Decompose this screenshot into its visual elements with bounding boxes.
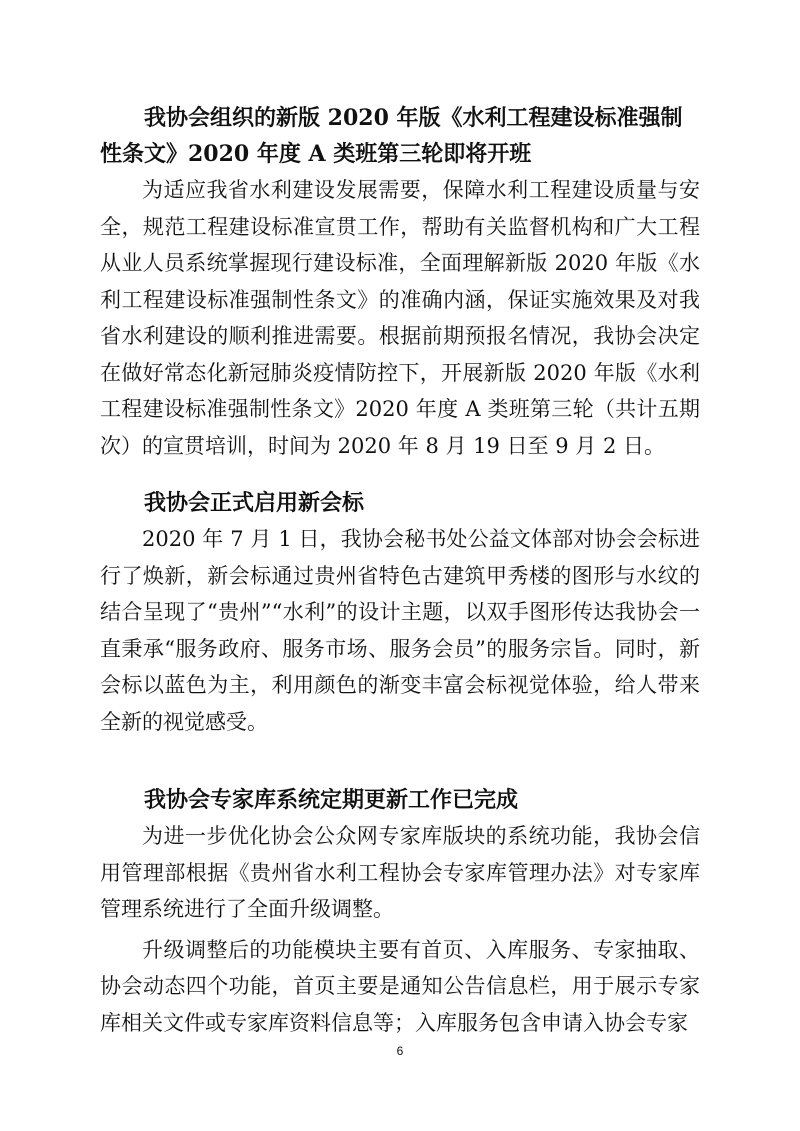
section-title: 我协会正式启用新会标 <box>144 490 365 516</box>
section-paragraph: 2020 年 7 月 1 日，我协会秘书处公益文体部对协会会标进行了焕新，新会标通过贵州省特色古建筑甲秀楼的图形与水纹的结合呈现了“贵州”“水利”的设计主题，以双手图形传达我协会一直秉承“服务政府、服务市场、服务会员”的服务宗旨。同时，新会标以蓝色为主，利用颜色的渐变丰富会标视觉体验，给人带来全新的视觉感受。 <box>100 527 700 734</box>
news-section-expert-database <box>100 782 700 1041</box>
section-title: 我协会组织的新版 2020 年版《水利工程建设标准强制性条文》2020 年度 A 类班第三轮即将开班 <box>100 105 683 167</box>
section-paragraph: 升级调整后的功能模块主要有首页、入库服务、专家抽取、协会动态四个功能，首页主要是通知公告信息栏，用于展示专家库相关文件或专家库资料信息等；入库服务包含申请入协会专家 <box>100 937 700 1035</box>
section-title: 我协会专家库系统定期更新工作已完成 <box>144 787 519 813</box>
section-paragraph: 为适应我省水利建设发展需要，保障水利工程建设质量与安全，规范工程建设标准宣贯工作，帮助有关监督机构和广大工程从业人员系统掌握现行建设标准，全面理解新版 2020 年版《水利工程建设标准强制性条文》的准确内涵，保证实施效果及对我省水利建设的顺利推进需要。根据前期预报名情况，我协会决定在做好常态化新冠肺炎疫情防控下，开展新版 2020 年版《水利工程建设标准强制性条文》2020 年度 A 类班第三轮（共计五期次）的宣贯培训，时间为 2020 年 8 月 19 日至 9 月 2 日。 <box>100 178 700 458</box>
page-number: 6 <box>396 1044 404 1058</box>
news-section-new-logo <box>100 485 700 740</box>
news-section-training <box>100 100 700 464</box>
section-paragraph: 为进一步优化协会公众网专家库版块的系统功能，我协会信用管理部根据《贵州省水利工程协会专家库管理办法》对专家库管理系统进行了全面升级调整。 <box>100 824 700 921</box>
